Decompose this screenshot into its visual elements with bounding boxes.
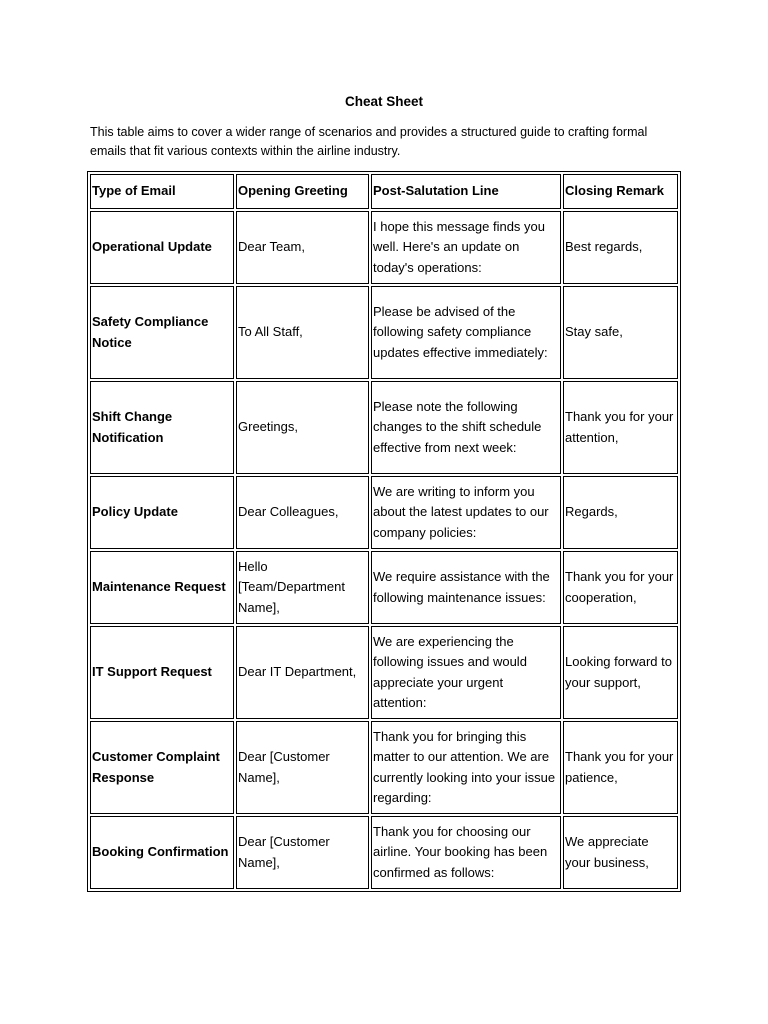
closing-cell: Stay safe, (563, 286, 678, 379)
table-row (90, 551, 678, 624)
header-closing-remark: Closing Remark (563, 174, 678, 209)
greeting-cell: Dear [Customer Name], (236, 721, 369, 814)
post-salutation-cell: Please be advised of the following safety compliance updates effective immediately: (371, 286, 561, 379)
table-row (90, 286, 678, 379)
greeting-cell: Dear IT Department, (236, 626, 369, 719)
greeting-cell: Greetings, (236, 381, 369, 474)
post-salutation-cell: Thank you for choosing our airline. Your booking has been confirmed as follows: (371, 816, 561, 889)
table-row (90, 211, 678, 284)
closing-cell: Best regards, (563, 211, 678, 284)
intro-paragraph: This table aims to cover a wider range of scenarios and provides a structured guide to crafting formal emails that fit various contexts within the airline industry. (90, 125, 648, 158)
greeting-cell: Dear [Customer Name], (236, 816, 369, 889)
greeting-cell: Hello [Team/Department Name], (236, 551, 369, 624)
table-row (90, 626, 678, 719)
greeting-cell: To All Staff, (236, 286, 369, 379)
table-row (90, 381, 678, 474)
header-type-of-email: Type of Email (90, 174, 234, 209)
page-title: Cheat Sheet (344, 94, 424, 109)
greeting-cell: Dear Team, (236, 211, 369, 284)
email-type-cell: Maintenance Request (90, 551, 234, 624)
post-salutation-cell: Please note the following changes to the shift schedule effective from next week: (371, 381, 561, 474)
header-opening-greeting: Opening Greeting (236, 174, 369, 209)
email-type-cell: Customer Complaint Response (90, 721, 234, 814)
table-row (90, 476, 678, 549)
closing-cell: We appreciate your business, (563, 816, 678, 889)
email-type-cell: Policy Update (90, 476, 234, 549)
email-cheat-sheet-table (87, 171, 681, 892)
email-type-cell: Safety Compliance Notice (90, 286, 234, 379)
email-type-cell: Booking Confirmation (90, 816, 234, 889)
post-salutation-cell: We require assistance with the following maintenance issues: (371, 551, 561, 624)
closing-cell: Regards, (563, 476, 678, 549)
post-salutation-cell: We are writing to inform you about the latest updates to our company policies: (371, 476, 561, 549)
closing-cell: Looking forward to your support, (563, 626, 678, 719)
closing-cell: Thank you for your cooperation, (563, 551, 678, 624)
email-type-cell: Operational Update (90, 211, 234, 284)
header-post-salutation-line: Post-Salutation Line (371, 174, 561, 209)
closing-cell: Thank you for your patience, (563, 721, 678, 814)
post-salutation-cell: I hope this message finds you well. Here's an update on today's operations: (371, 211, 561, 284)
post-salutation-cell: We are experiencing the following issues and would appreciate your urgent attention: (371, 626, 561, 719)
post-salutation-cell: Thank you for bringing this matter to our attention. We are currently looking into your issue regarding: (371, 721, 561, 814)
table-row (90, 816, 678, 889)
table-header-row (90, 174, 678, 209)
greeting-cell: Dear Colleagues, (236, 476, 369, 549)
closing-cell: Thank you for your attention, (563, 381, 678, 474)
table-row (90, 721, 678, 814)
email-type-cell: Shift Change Notification (90, 381, 234, 474)
email-type-cell: IT Support Request (90, 626, 234, 719)
